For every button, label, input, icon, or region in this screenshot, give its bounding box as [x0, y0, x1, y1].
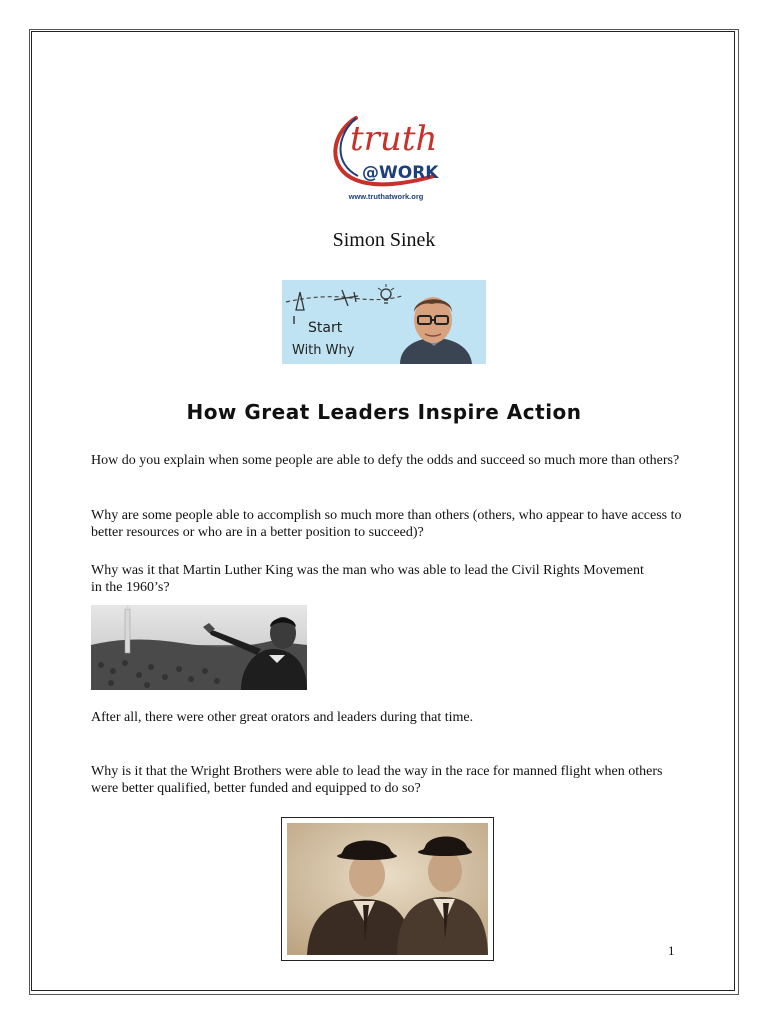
paragraph-3: Why was it that Martin Luther King was the man who was able to lead the Civil Rights Movement in the 1960’s?	[91, 563, 644, 595]
svg-text:truth: truth	[350, 119, 438, 159]
svg-text:@WORK: @WORK	[362, 163, 439, 183]
paragraph-2: Why are some people able to accomplish so much more than others (others, who appear to have access to better resources or who are in a better position to succeed)?	[91, 508, 682, 540]
page-number: 1	[668, 943, 675, 958]
banner-line1: Start	[308, 320, 343, 336]
paragraph-1: How do you explain when some people are able to defy the odds and succeed so much more than others?	[91, 453, 680, 468]
banner-line2: With Why	[292, 343, 355, 358]
start-with-why-banner	[282, 280, 486, 364]
author-name: Simon Sinek	[332, 229, 436, 251]
mlk-rally-photo	[91, 605, 307, 690]
logo-url: www.truthatwork.org	[348, 192, 424, 201]
paragraph-5: Why is it that the Wright Brothers were able to lead the way in the race for manned flight when others were better qualified, better funded and equipped to do so?	[91, 764, 663, 796]
wright-brothers-photo	[281, 817, 494, 961]
headline: How Great Leaders Inspire Action	[186, 400, 582, 424]
paragraph-4: After all, there were other great orators and leaders during that time.	[91, 710, 474, 725]
